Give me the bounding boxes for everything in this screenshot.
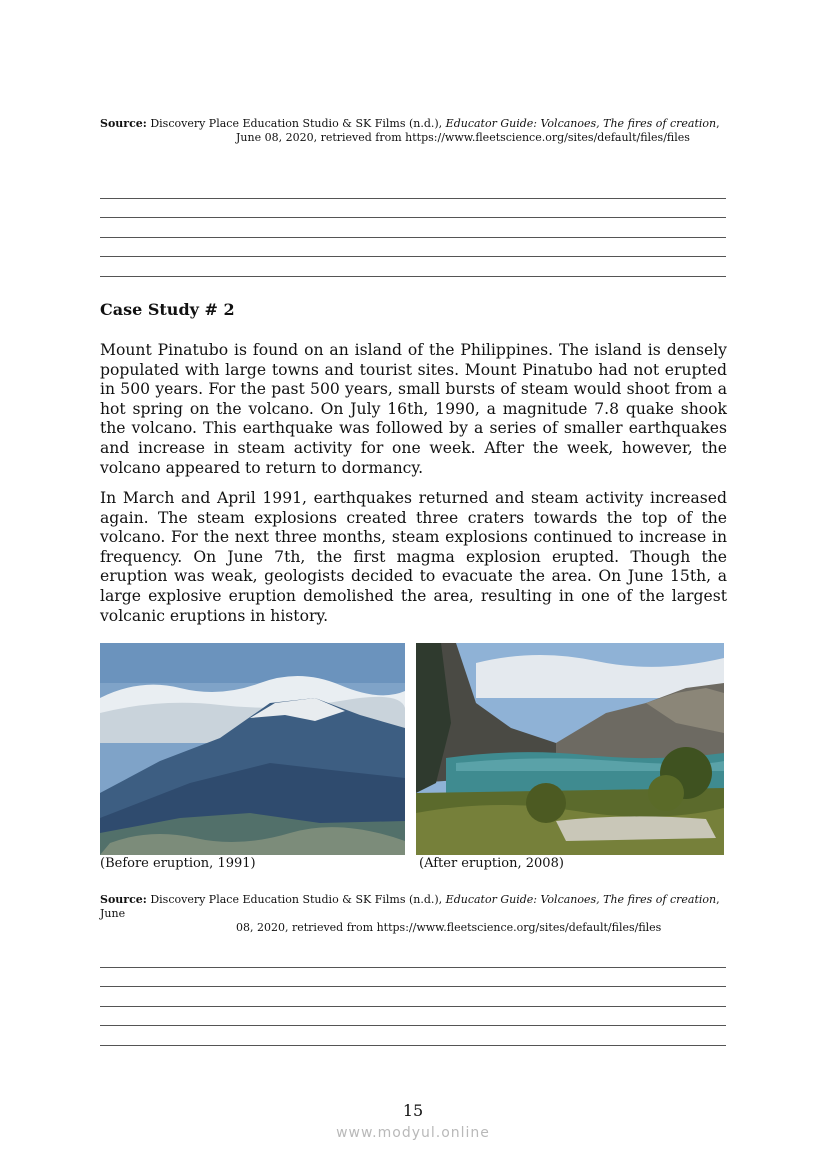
answer-lines-2 bbox=[100, 948, 726, 1046]
answer-line[interactable] bbox=[100, 1007, 726, 1027]
after-eruption-image bbox=[416, 643, 724, 855]
answer-line[interactable] bbox=[100, 1026, 726, 1046]
before-eruption-caption: (Before eruption, 1991) bbox=[100, 856, 256, 871]
watermark: www.modyul.online bbox=[336, 1125, 490, 1141]
answer-line[interactable] bbox=[100, 968, 726, 988]
answer-line[interactable] bbox=[100, 199, 726, 219]
answer-line[interactable] bbox=[100, 179, 726, 199]
before-eruption-image bbox=[100, 643, 405, 855]
source-text-end: , June bbox=[100, 893, 720, 920]
page-number: 15 bbox=[402, 1101, 424, 1120]
paragraph-1: Mount Pinatubo is found on an island of the Philippines. The island is densely populated with large towns and tourist sites. Mount Pinatubo had not erupted in 500 years. For the past 500 years, small bursts of steam would shoot from a hot spring on the volcano. On July 16th, 1990, a magnitude 7.8 quake shook the volcano. This earthquake was followed by a series of smaller earthquakes and increase in steam activity for one week. After the week, however, the volcano appeared to return to dormancy. bbox=[100, 341, 727, 477]
source-label: Source: bbox=[100, 893, 147, 906]
source-citation-1 bbox=[100, 117, 730, 145]
source-text-end: , bbox=[716, 117, 720, 130]
source-retrieved: 08, 2020, retrieved from https://www.fleetscience.org/sites/default/files/files bbox=[236, 921, 662, 934]
case-study-heading: Case Study # 2 bbox=[100, 300, 235, 319]
before-eruption-photo bbox=[100, 643, 405, 855]
source-title: Educator Guide: Volcanoes, The fires of creation bbox=[445, 117, 717, 130]
answer-lines-1 bbox=[100, 179, 726, 277]
source-label: Source: bbox=[100, 117, 147, 130]
after-eruption-photo bbox=[416, 643, 724, 855]
source-title: Educator Guide: Volcanoes, The fires of creation bbox=[445, 893, 717, 906]
source-retrieved: June 08, 2020, retrieved from https://www.fleetscience.org/sites/default/files/files bbox=[236, 131, 690, 144]
source-text: Discovery Place Education Studio & SK Films (n.d.), bbox=[150, 893, 446, 906]
paragraph-2: In March and April 1991, earthquakes returned and steam activity increased again. The steam explosions created three craters towards the top of the volcano. For the next three months, steam explosions continued to increase in frequency. On June 7th, the first magma explosion erupted. Though the eruption was weak, geologists decided to evacuate the area. On June 15th, a large explosive eruption demolished the area, resulting in one of the largest volcanic eruptions in history. bbox=[100, 489, 727, 625]
answer-line[interactable] bbox=[100, 257, 726, 277]
after-eruption-caption: (After eruption, 2008) bbox=[419, 856, 564, 871]
answer-line[interactable] bbox=[100, 987, 726, 1007]
source-citation-2 bbox=[100, 893, 726, 935]
answer-line[interactable] bbox=[100, 218, 726, 238]
answer-line[interactable] bbox=[100, 948, 726, 968]
source-text: Discovery Place Education Studio & SK Films (n.d.), bbox=[150, 117, 446, 130]
answer-line[interactable] bbox=[100, 238, 726, 258]
